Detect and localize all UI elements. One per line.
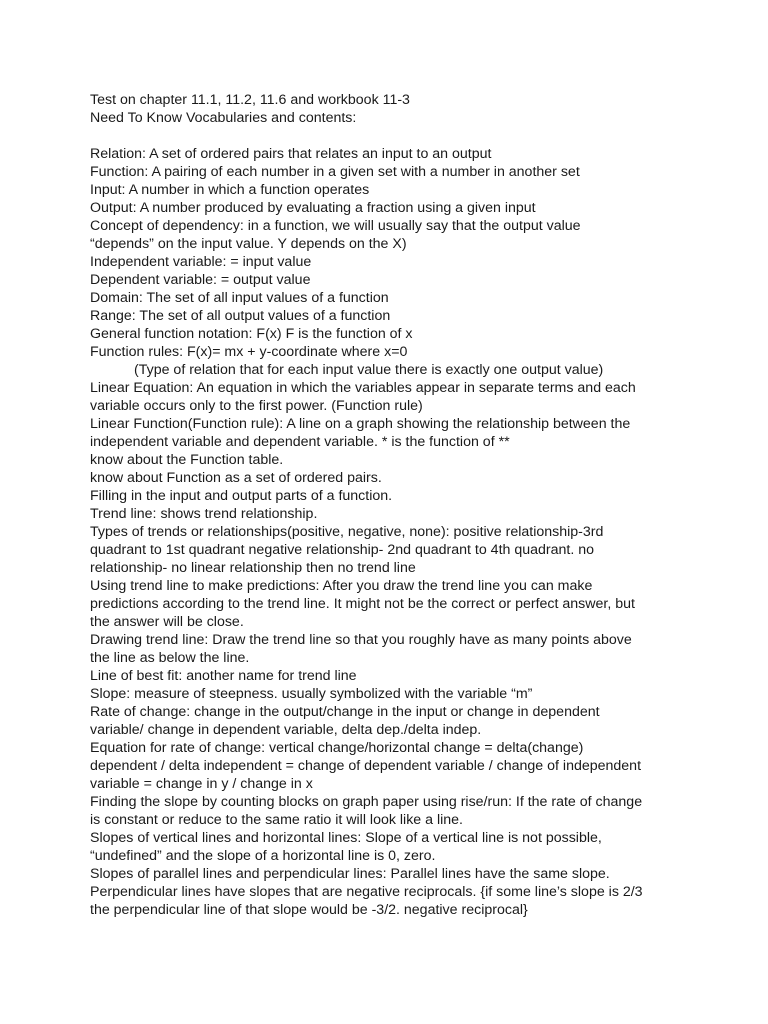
vocabulary-list [90, 145, 760, 919]
definition-line: Independent variable: = input value [90, 254, 312, 270]
definition-line: Perpendicular lines have slopes that are negative reciprocals. {if some line’s slope is 2/3 [90, 884, 643, 900]
definition-line: variable = change in y / change in x [90, 776, 313, 792]
definition-line: Concept of dependency: in a function, we will usually say that the output value [90, 218, 581, 234]
definition-line: the line as below the line. [90, 650, 250, 666]
definition-line: variable occurs only to the first power. (Function rule) [90, 398, 423, 414]
definition-line: quadrant to 1st quadrant negative relationship- 2nd quadrant to 4th quadrant. no [90, 542, 595, 558]
definition-line: “depends” on the input value. Y depends on the X) [90, 236, 407, 252]
definition-line: Function: A pairing of each number in a given set with a number in another set [90, 164, 580, 180]
definition-line: Input: A number in which a function operates [90, 182, 370, 198]
section-subtitle: Need To Know Vocabularies and contents: [90, 110, 357, 126]
definition-line: the answer will be close. [90, 614, 244, 630]
definition-line: Slope: measure of steepness. usually symbolized with the variable “m” [90, 686, 533, 702]
blank-line [90, 127, 760, 145]
definition-line: Trend line: shows trend relationship. [90, 506, 318, 522]
definition-line: is constant or reduce to the same ratio it will look like a line. [90, 812, 463, 828]
definition-line: Linear Equation: An equation in which the variables appear in separate terms and each [90, 380, 636, 396]
definition-line: Range: The set of all output values of a function [90, 308, 391, 324]
definition-line: Finding the slope by counting blocks on graph paper using rise/run: If the rate of change [90, 794, 643, 810]
definition-line-indented: (Type of relation that for each input value there is exactly one output value) [134, 362, 604, 378]
definition-line: Output: A number produced by evaluating a fraction using a given input [90, 200, 536, 216]
definition-line: Types of trends or relationships(positive, negative, none): positive relationship-3rd [90, 524, 604, 540]
definition-line: Rate of change: change in the output/change in the input or change in dependent [90, 704, 600, 720]
definition-line: Line of best fit: another name for trend line [90, 668, 357, 684]
definition-line: “undefined” and the slope of a horizontal line is 0, zero. [90, 848, 436, 864]
definition-line: Equation for rate of change: vertical change/horizontal change = delta(change) [90, 740, 584, 756]
definition-line: Filling in the input and output parts of a function. [90, 488, 393, 504]
definition-line: Slopes of parallel lines and perpendicular lines: Parallel lines have the same slope. [90, 866, 610, 882]
definition-line: dependent / delta independent = change of dependent variable / change of independent [90, 758, 642, 774]
definition-line: Drawing trend line: Draw the trend line so that you roughly have as many points above [90, 632, 632, 648]
definition-line: Relation: A set of ordered pairs that relates an input to an output [90, 146, 492, 162]
definition-line: Linear Function(Function rule): A line on a graph showing the relationship between the [90, 416, 631, 432]
definition-line: Function rules: F(x)= mx + y-coordinate where x=0 [90, 344, 408, 360]
definition-line: General function notation: F(x) F is the function of x [90, 326, 413, 342]
definition-line: Dependent variable: = output value [90, 272, 311, 288]
definition-line: Slopes of vertical lines and horizontal lines: Slope of a vertical line is not possible, [90, 830, 602, 846]
definition-line: predictions according to the trend line. It might not be the correct or perfect answer, but [90, 596, 635, 612]
definition-line: the perpendicular line of that slope would be -3/2. negative reciprocal} [90, 902, 528, 918]
document-page [90, 91, 760, 919]
definition-line: know about the Function table. [90, 452, 284, 468]
definition-line: Domain: The set of all input values of a function [90, 290, 389, 306]
definition-line: know about Function as a set of ordered pairs. [90, 470, 382, 486]
definition-line: Using trend line to make predictions: After you draw the trend line you can make [90, 578, 593, 594]
definition-line: relationship- no linear relationship then no trend line [90, 560, 416, 576]
definition-line: variable/ change in dependent variable, delta dep./delta indep. [90, 722, 482, 738]
definition-line: independent variable and dependent variable. * is the function of ** [90, 434, 510, 450]
test-title: Test on chapter 11.1, 11.2, 11.6 and workbook 11-3 [90, 92, 410, 108]
